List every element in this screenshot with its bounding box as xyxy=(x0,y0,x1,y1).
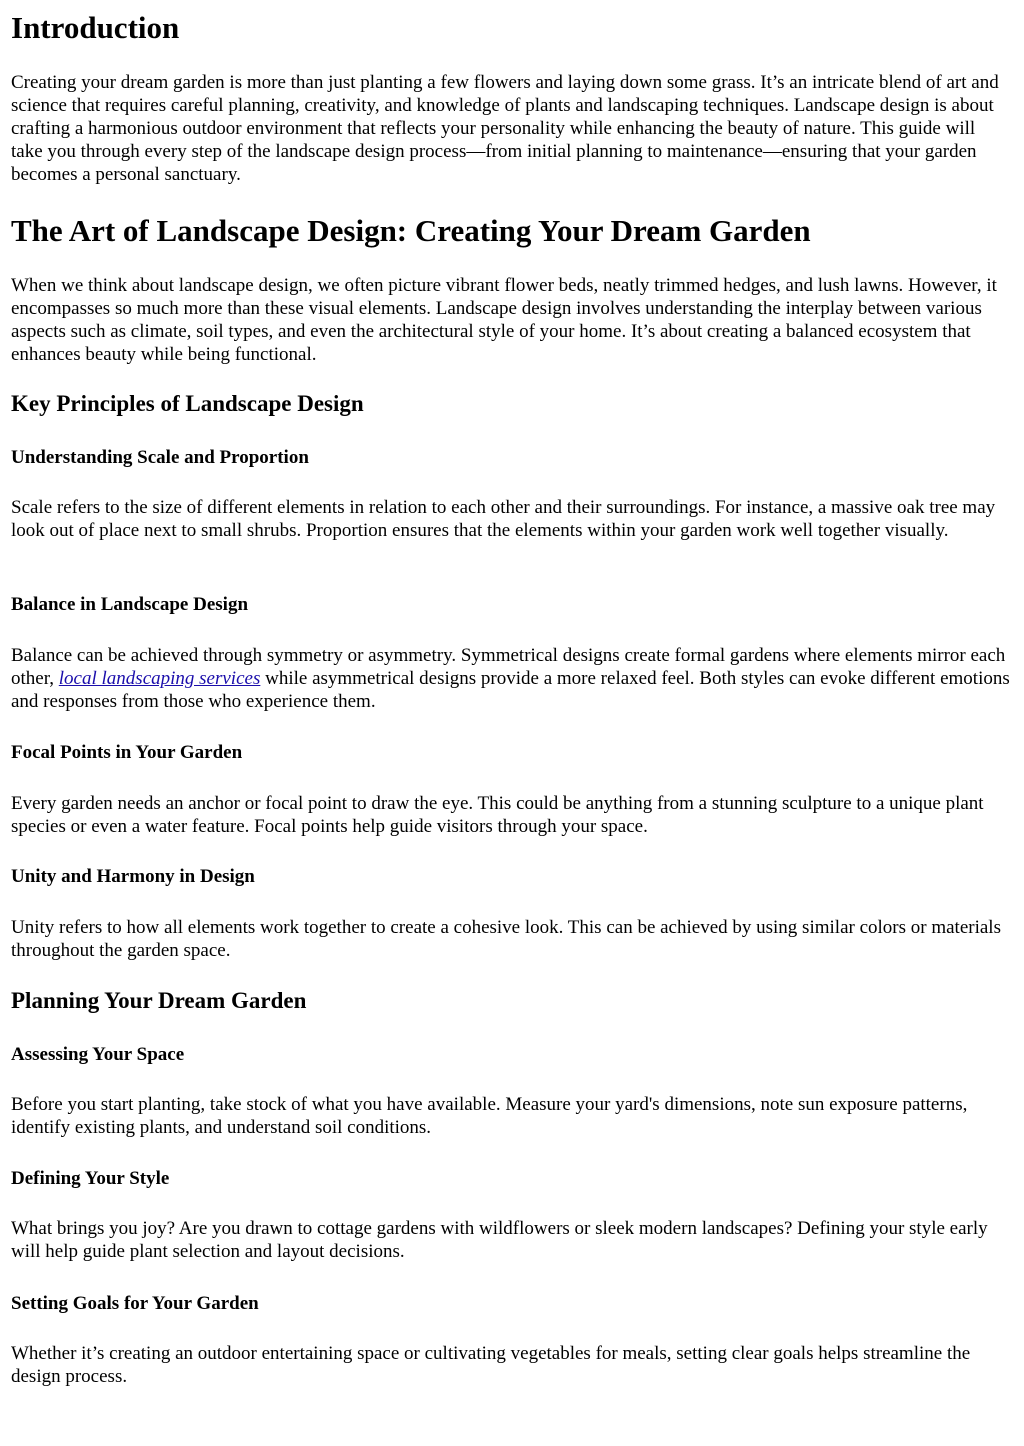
scale-paragraph: Scale refers to the size of different elements in relation to each other and their surroundings. For instance, a massive oak tree may look out of place next to small shrubs. Proportion ensures that the elements within your garden work well together visually. xyxy=(11,497,996,541)
focal-heading: Focal Points in Your Garden xyxy=(11,742,243,763)
focal-paragraph: Every garden needs an anchor or focal point to draw the eye. This could be anything from a stunning sculpture to a unique plant species or even a water feature. Focal points help guide visitors through your space. xyxy=(11,793,984,837)
principles-heading: Key Principles of Landscape Design xyxy=(11,391,364,416)
art-paragraph: When we think about landscape design, we often picture vibrant flower beds, neatly trimmed hedges, and lush lawns. However, it encompasses so much more than these visual elements. Landscape design involves understanding the interplay between various aspects such as climate, soil types, and even the architectural style of your home. It’s about creating a balanced ecosystem that enhances beauty while being functional. xyxy=(11,275,997,365)
balance-text-after-link: while asymmetrical designs provide a more relaxed feel. Both styles can evoke different emotions and responses from those who experience them. xyxy=(11,668,1010,712)
unity-heading: Unity and Harmony in Design xyxy=(11,866,255,887)
balance-heading: Balance in Landscape Design xyxy=(11,594,249,615)
goals-paragraph: Whether it’s creating an outdoor entertaining space or cultivating vegetables for meals, setting clear goals helps streamline the design process. xyxy=(11,1343,971,1387)
scale-heading: Understanding Scale and Proportion xyxy=(11,447,309,468)
balance-text-before-link: Balance can be achieved through symmetry or asymmetry. Symmetrical designs create formal gardens where elements mirror each other, xyxy=(11,645,1006,689)
intro-paragraph: Creating your dream garden is more than just planting a few flowers and laying down some grass. It’s an intricate blend of art and science that requires careful planning, creativity, and knowledge of plants and landscaping techniques. Landscape design is about crafting a harmonious outdoor environment that reflects your personality while enhancing the beauty of nature. This guide will take you through every step of the landscape design process—from initial planning to maintenance—ensuring that your garden becomes a personal sanctuary. xyxy=(11,72,999,185)
goals-heading: Setting Goals for Your Garden xyxy=(11,1293,259,1314)
assessing-paragraph: Before you start planting, take stock of what you have available. Measure your yard's dimensions, note sun exposure patterns, identify existing plants, and understand soil conditions. xyxy=(11,1094,968,1138)
intro-heading: Introduction xyxy=(11,10,180,45)
style-heading: Defining Your Style xyxy=(11,1168,170,1189)
local-landscaping-services-link[interactable]: local landscaping services xyxy=(58,668,261,689)
unity-paragraph: Unity refers to how all elements work together to create a cohesive look. This can be achieved by using similar colors or materials throughout the garden space. xyxy=(11,917,1001,961)
art-heading: The Art of Landscape Design: Creating Your Dream Garden xyxy=(11,213,811,248)
style-paragraph: What brings you joy? Are you drawn to cottage gardens with wildflowers or sleek modern landscapes? Defining your style early will help guide plant selection and layout decisions. xyxy=(11,1218,988,1262)
balance-paragraph xyxy=(11,644,1011,713)
assessing-heading: Assessing Your Space xyxy=(11,1044,185,1065)
planning-heading: Planning Your Dream Garden xyxy=(11,988,307,1013)
